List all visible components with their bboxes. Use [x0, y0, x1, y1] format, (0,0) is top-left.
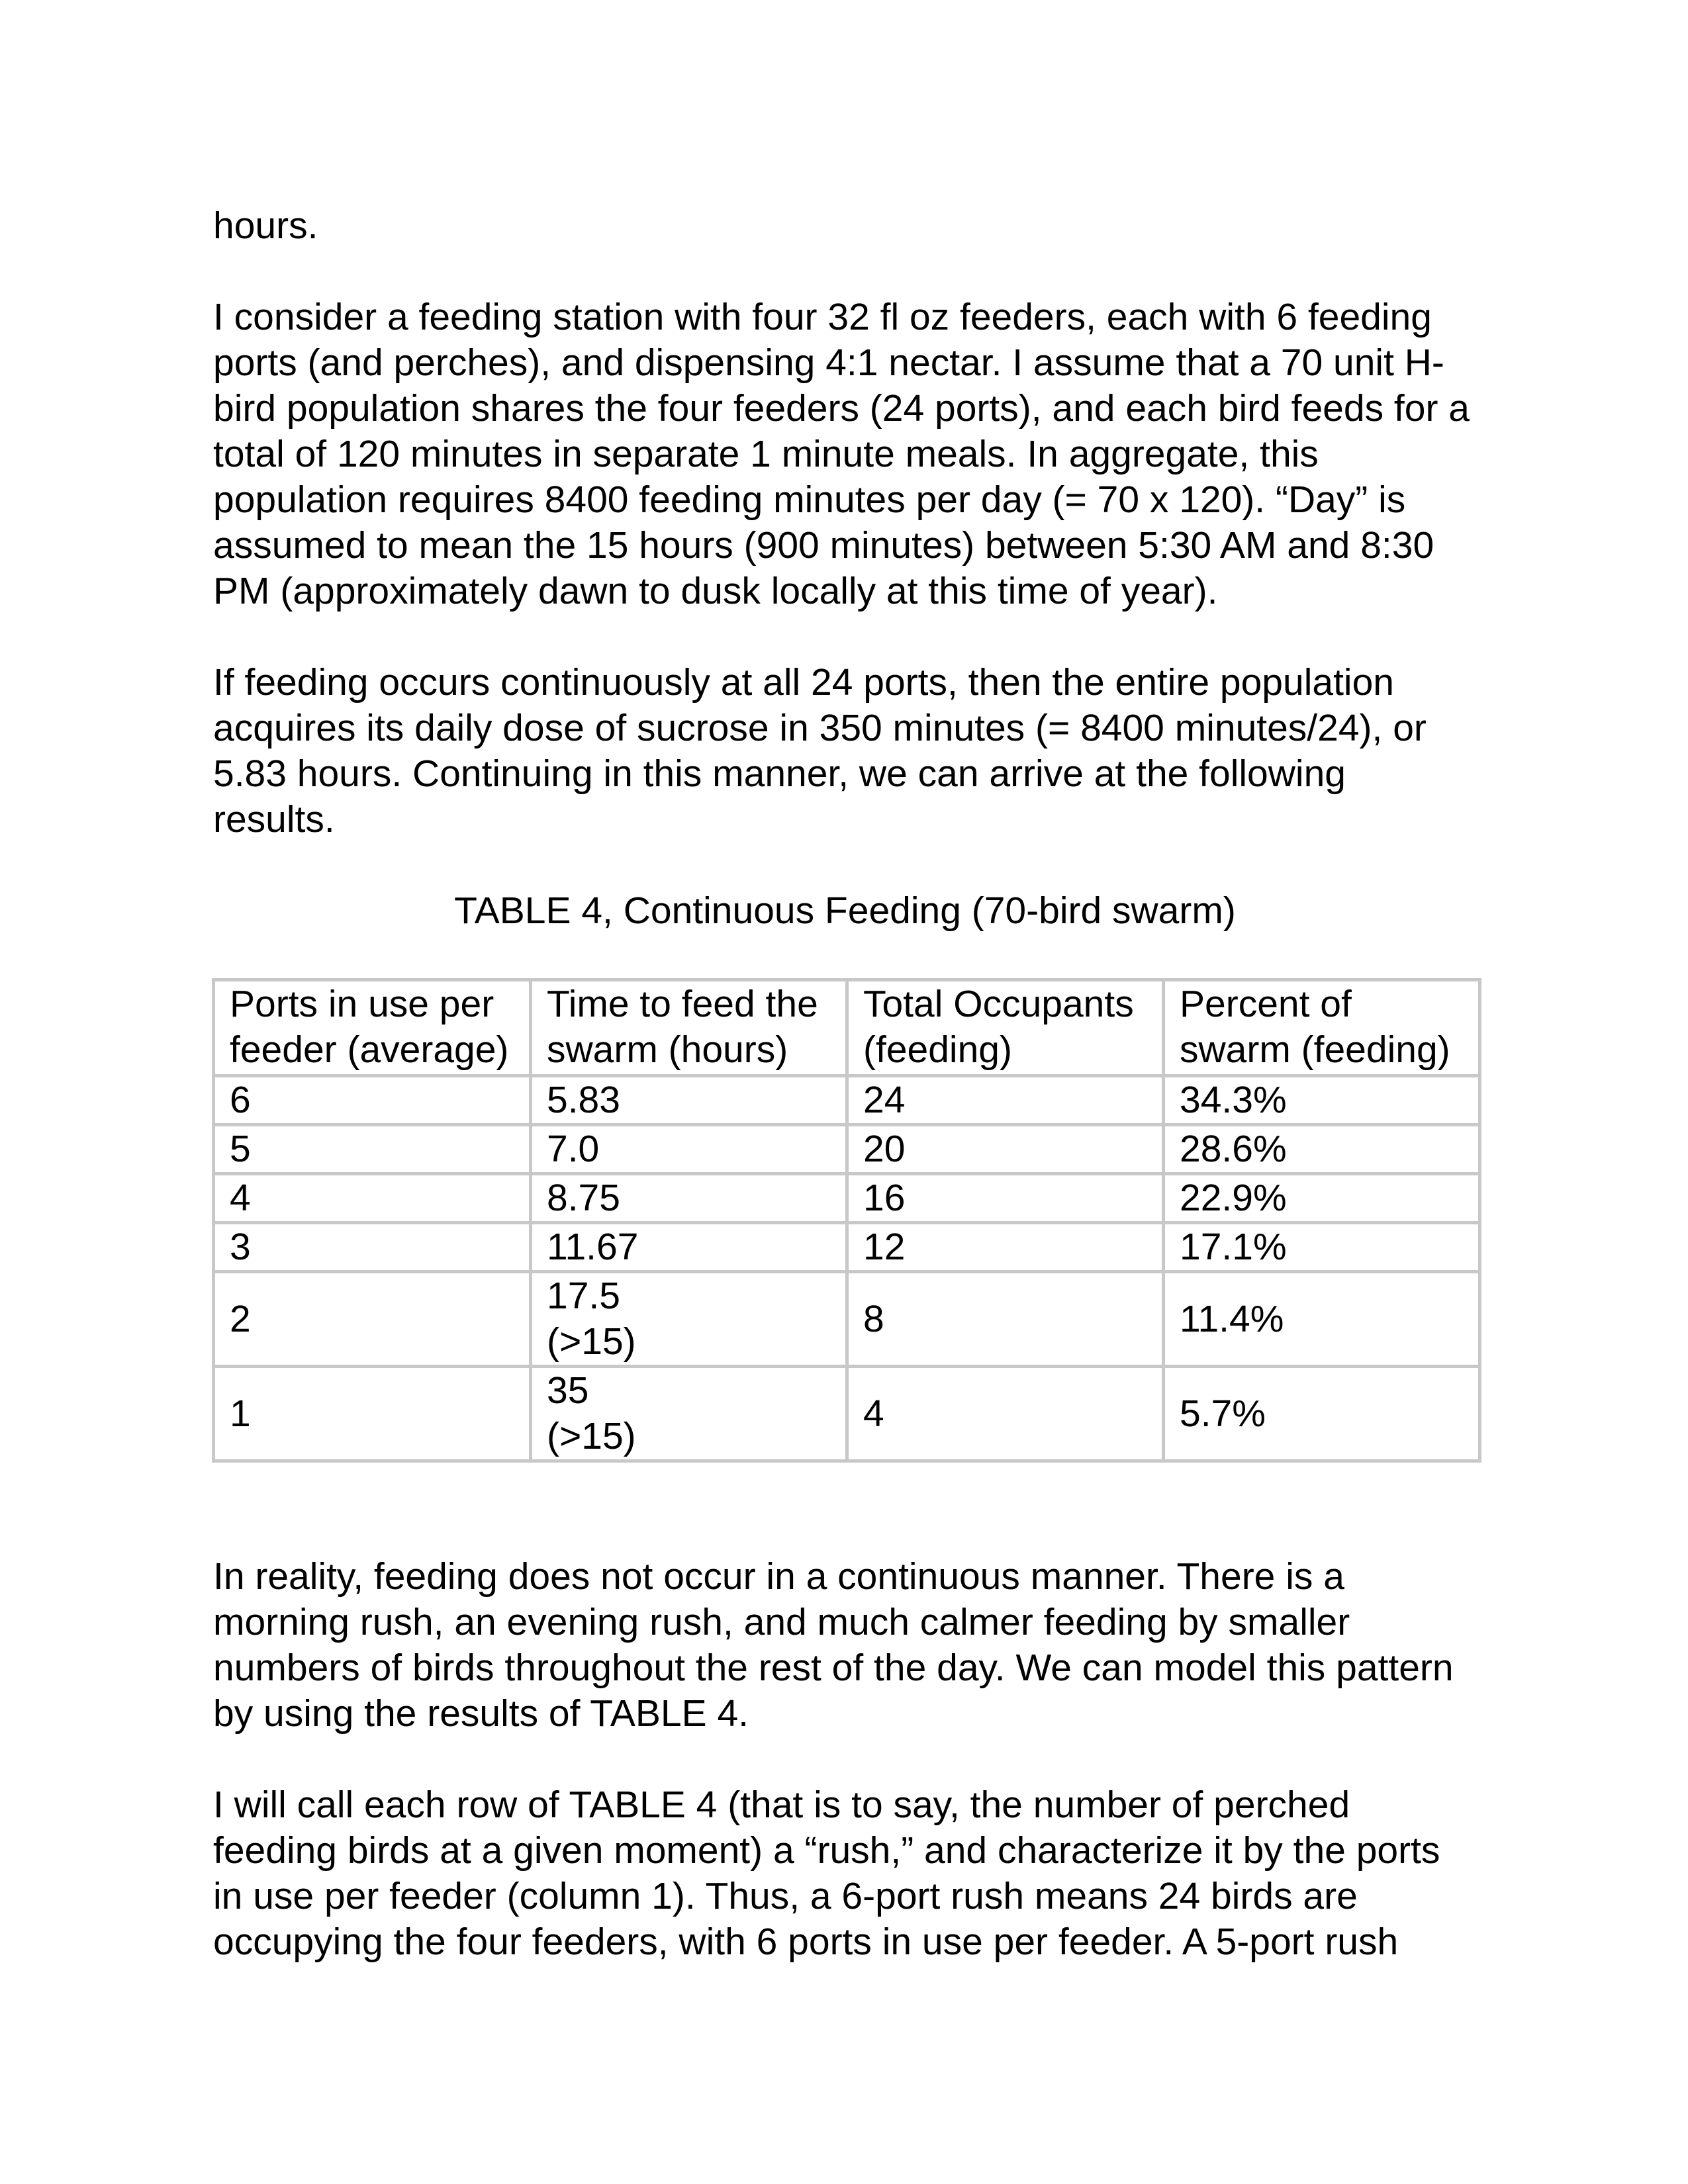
cell-occupants: 16 — [849, 1175, 1165, 1224]
text-line: results. — [213, 798, 335, 841]
text-line: assumed to mean the 15 hours (900 minutes) between 5:30 AM and 8:30 — [213, 524, 1434, 567]
table-header-row — [215, 981, 1481, 1077]
cell-ports: 3 — [215, 1224, 532, 1273]
table-row — [215, 1126, 1481, 1175]
text-line: 5.83 hours. Continuing in this manner, we can arrive at the following — [213, 752, 1346, 795]
paragraph-feeding-station-setup — [213, 295, 1491, 614]
table-4-continuous-feeding — [212, 978, 1478, 1463]
text-line: I will call each row of TABLE 4 (that is to say, the number of perched — [213, 1784, 1350, 1826]
cell-time — [532, 1273, 849, 1368]
cell-occupants: 8 — [849, 1273, 1165, 1368]
header-text: Percent of — [1180, 983, 1352, 1025]
text-line: hours. — [213, 205, 318, 247]
cell-time — [532, 1224, 849, 1273]
cell-text: 7.0 — [547, 1128, 600, 1170]
table-row — [215, 1368, 1481, 1463]
cell-occupants: 20 — [849, 1126, 1165, 1175]
text-line: feeding birds at a given moment) a “rush,” and characterize it by the ports — [213, 1829, 1440, 1872]
cell-text: 35 — [547, 1369, 589, 1412]
header-text: (feeding) — [863, 1028, 1012, 1071]
cell-text: 5.83 — [547, 1079, 620, 1121]
cell-text: 11.67 — [547, 1226, 639, 1268]
header-text: Total Occupants — [863, 983, 1134, 1025]
table-row — [215, 1175, 1481, 1224]
text-line: PM (approximately dawn to dusk locally at this time of year). — [213, 570, 1218, 612]
cell-occupants: 24 — [849, 1077, 1165, 1126]
cell-percent: 5.7% — [1165, 1368, 1481, 1463]
header-text: swarm (hours) — [547, 1028, 788, 1071]
cell-text: (>15) — [547, 1320, 636, 1363]
cell-ports: 6 — [215, 1077, 532, 1126]
text-line: In reality, feeding does not occur in a continuous manner. There is a — [213, 1555, 1344, 1598]
text-line: acquires its daily dose of sucrose in 350 minutes (= 8400 minutes/24), or — [213, 707, 1427, 749]
cell-ports: 4 — [215, 1175, 532, 1224]
header-text: Ports in use per — [230, 983, 494, 1025]
table-row — [215, 1224, 1481, 1273]
cell-occupants: 4 — [849, 1368, 1165, 1463]
paragraph-intro-tail — [213, 203, 1491, 249]
text-line: I consider a feeding station with four 32 fl oz feeders, each with 6 feeding — [213, 296, 1432, 338]
text-line: occupying the four feeders, with 6 ports in use per feeder. A 5-port rush — [213, 1921, 1399, 1963]
cell-occupants: 12 — [849, 1224, 1165, 1273]
header-percent-of-swarm — [1165, 981, 1481, 1077]
cell-text: 17.5 — [547, 1275, 620, 1317]
header-text: Time to feed the — [547, 983, 818, 1025]
text-line: If feeding occurs continuously at all 24 ports, then the entire population — [213, 661, 1394, 704]
cell-text: 8.75 — [547, 1177, 620, 1219]
header-total-occupants — [849, 981, 1165, 1077]
cell-time — [532, 1175, 849, 1224]
text-line: bird population shares the four feeders (24 ports), and each bird feeds for a — [213, 387, 1470, 430]
table-row — [215, 1273, 1481, 1368]
cell-ports: 2 — [215, 1273, 532, 1368]
header-text: swarm (feeding) — [1180, 1028, 1450, 1071]
text-line: morning rush, an evening rush, and much calmer feeding by smaller — [213, 1601, 1350, 1643]
cell-percent: 11.4% — [1165, 1273, 1481, 1368]
paragraph-rush-definition — [213, 1782, 1491, 1965]
cell-time — [532, 1368, 849, 1463]
text-line: in use per feeder (column 1). Thus, a 6-port rush means 24 birds are — [213, 1875, 1358, 1917]
header-ports-in-use — [215, 981, 532, 1077]
paragraph-reality-rushes — [213, 1554, 1491, 1737]
text-line: population requires 8400 feeding minutes per day (= 70 x 120). “Day” is — [213, 478, 1406, 521]
cell-percent: 22.9% — [1165, 1175, 1481, 1224]
table-row — [215, 1077, 1481, 1126]
text-line: numbers of birds throughout the rest of the day. We can model this pattern — [213, 1647, 1454, 1689]
text-line: total of 120 minutes in separate 1 minute meals. In aggregate, this — [213, 433, 1319, 475]
cell-text: (>15) — [547, 1415, 636, 1457]
cell-ports: 5 — [215, 1126, 532, 1175]
cell-percent: 34.3% — [1165, 1077, 1481, 1126]
cell-ports: 1 — [215, 1368, 532, 1463]
paragraph-continuous-feeding — [213, 660, 1491, 842]
table-caption: TABLE 4, Continuous Feeding (70-bird swarm) — [454, 889, 1236, 932]
text-line: by using the results of TABLE 4. — [213, 1692, 749, 1735]
header-text: feeder (average) — [230, 1028, 509, 1071]
data-table — [212, 978, 1481, 1463]
cell-time — [532, 1077, 849, 1126]
cell-percent: 17.1% — [1165, 1224, 1481, 1273]
header-time-to-feed — [532, 981, 849, 1077]
cell-percent: 28.6% — [1165, 1126, 1481, 1175]
text-line: ports (and perches), and dispensing 4:1 nectar. I assume that a 70 unit H- — [213, 341, 1444, 384]
cell-time — [532, 1126, 849, 1175]
